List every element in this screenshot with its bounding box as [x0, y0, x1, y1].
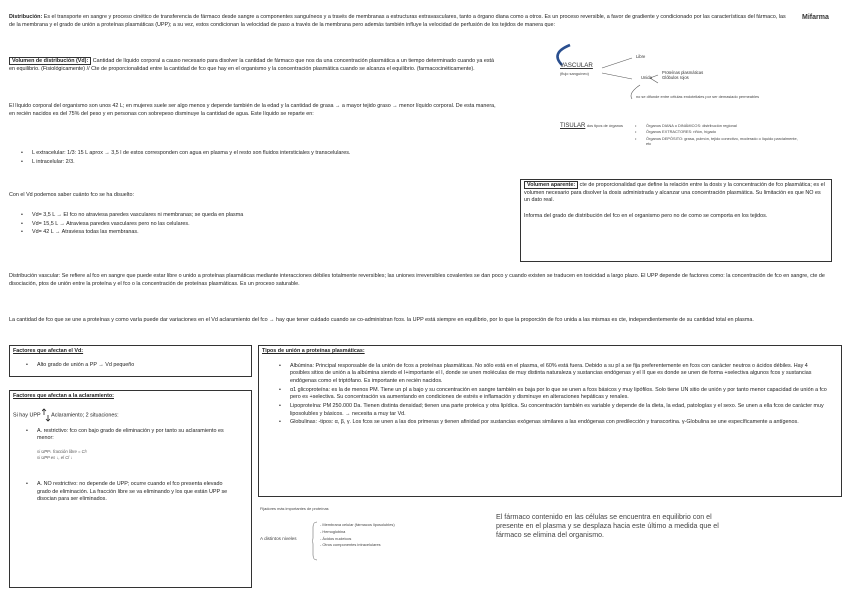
factores-vd-box	[9, 345, 252, 377]
tisular-title: TISULAR	[560, 123, 586, 129]
factores-vd-item: • Alto grado de unión a PP → Vd pequeño	[23, 362, 248, 370]
vascular-title: VASCULAR	[560, 62, 593, 69]
equilibrium-quote: El fármaco contenido en las células se encuentra en equilibrio con el presente en el plasma y se desplaza hacia este último a medida que el fármaco se elimina del organismo.	[496, 513, 719, 539]
tipos-union-item: • α1 glicoproteína: es la de menos PM. Tiene un pI a bajo y su concentración en sangre también es baja por lo que se unen a fcos básicos y muy lipófilos. Solo tiene UN sitio de unión y por tanto menor capacidad de unión a fco pero es +selectiva. Su concentración va aumentando en condiciones de estrés e inflamación y disminuye en alteraciones hepáticas y renales.	[276, 387, 828, 402]
libre-label: Libre	[636, 54, 646, 59]
aclaramiento-no-restrictivo: • A. NO restrictivo: no depende de UPP; ocurre cuando el fco presenta elevado grado de eliminación. La fracción libre se va eliminando y los que están UPP se disocian para ser eliminados.	[23, 481, 228, 504]
dist-vascular-paragraph: Distribución vascular: Se refiere al fco en sangre que puede estar libre o unido a proteínas plasmáticas mediante interacciones débiles totalmente reversibles; las uniones irreversibles covalentes se dan poco y cuando existen se traducen en toxicidad a largo plazo. El UPP depende de factores como: la concentración de fco en sangre, cte de disociación, ptos de unión entre la proteína y el fco o la concentración de proteínas plasmáticas. Es un proceso saturable.	[9, 273, 825, 287]
vascular-label	[560, 62, 593, 76]
aclaramiento-restrictivo	[23, 428, 228, 461]
aclaramiento-list	[13, 428, 228, 504]
compartment-item: • L intracelular: 2/3.	[18, 159, 488, 167]
volumen-aparente-definition	[524, 182, 828, 205]
fijador-item: - Otros componentes intracelulares	[320, 542, 381, 548]
arrow-up-down-icon	[42, 411, 50, 419]
organ-item: • Órganos DEPÓSITO: grasa, pulmón, tejido conectivo, moderado o líquido parcialmente, etc	[632, 136, 802, 147]
protein-carriers	[662, 70, 703, 81]
fijadores-header: Fijadores más importantes de proteínas	[260, 506, 329, 511]
vd-paragraph-3: Con el Vd podemos saber cuánto fco se ha disuelto:	[9, 192, 134, 198]
distribution-diagram-lines	[540, 35, 660, 135]
fijador-item: - Ácidos nucleicos	[320, 535, 352, 541]
vd-text: Cantidad de líquido corporal a causo necesario para disolver la cantidad de fármaco que nos da una concentración plasmática a un tiempo determinado cuando ya está en equilibrio. (Fisiológicamente) // Cte de proporcionalidad entre la cantidad de fco que hay en el organismo y la concentración plasmática cuando se alcanza el equilibrio. (farmacocinéticamente).	[9, 58, 495, 72]
unida-label: Unida	[641, 75, 652, 80]
fijadores-label: A distintos niveles	[260, 536, 297, 541]
tipos-union-item: • Albúmina: Principal responsable de la unión de fcos a proteínas plasmáticas. No sólo está en el plasma, el 60% está fuera. Debido a su pI a se fija preferentemente en fcos con carácter neutros o ácidos débiles. Hay 4 posibles sitios de unión a la albúmina siendo el I+importante el I, donde se unen moléculas de muy distinta naturaleza y sustancias endógenas y el II que es donde se unen de forma +selectiva algunos fcos y sustancias endógenas como el triptófano. Es importante en recién nacidos.	[276, 363, 828, 386]
tipos-union-title: Tipos de unión a proteínas plasmáticas:	[262, 348, 365, 354]
tipos-union-item: • Globulinas: -tipos: α, β, γ. Los fcos se unen a las dos primeras y tienen afinidad por sustancias exógenas similares a las endógenas con predilección y transcortina. γ-Globulina se une específicamente a antígenos.	[276, 419, 828, 427]
endothelium-note: no se difunde entre células endoteliales por ser demasiado permeables	[636, 94, 760, 99]
dist-vascular-paragraph-2: La cantidad de fco que se une a proteínas y como varía puede dar variaciones en el Vd aclaramiento del fco → hay que tener cuidado cuando se co-administran fcos. la UPP está siempre en equilibrio, por lo que la proporción de fco unida a las mismas es cte, independientemente de su cantidad total en plasma.	[9, 317, 754, 323]
vd-case-item: • Vd= 42 L → Atraviesa todas las membranas.	[18, 229, 488, 237]
vd-case-item: • Vd= 15,5 L → Atraviesa paredes vasculares pero no las celulares.	[18, 221, 488, 229]
vd-case-item: • Vd= 3,5 L → El fco no atraviesa paredes vasculares ni membranas; se queda en plasma	[18, 212, 488, 220]
brand-logo: Mifarma	[802, 14, 829, 21]
fijador-item: - Hemoglobina	[320, 528, 346, 534]
vd-term: Volumen de distribución (Vd):	[9, 57, 91, 65]
intro-text: Es el transporte en sangre y proceso cinético de transferencia de fármaco desde sangre a componentes sanguíneos y a través de membranas a estructuras extravasculares, tanto a órgano diana como a otros. Es un proceso reversible, a favor de gradiente y condicionado por las características del fármaco, las de la membrana y el grado de unión a proteínas plasmáticas (UPP); a su vez, estos condicionan la velocidad de paso a través de la membrana pero además también influye la velocidad de perfusión de los tejidos de manera que:	[9, 14, 786, 28]
tisular-subtitle: dos tipos de órganos	[586, 123, 623, 128]
aclaramiento-intro	[13, 411, 248, 420]
vd-definition	[9, 58, 501, 73]
volumen-aparente-text: cte de proporcionalidad que define la relación entre la dosis y la concentración de fco plasmática; es el volumen necesario para disolver la dosis administrada y alcanzar una concentración plasmática. Su limitación es que NO es un dato real.	[524, 182, 825, 204]
handwritten-note: si UPP↓ fracción libre = Cl↑	[37, 449, 88, 455]
vd-paragraph-2: El líquido corporal del organismo son unos 42 L; en mujeres suele ser algo menos y depende también de la edad y la cantidad de grasa → a mayor tejido graso → menor líquido corporal. De esta manera, en recién nacidos es del 75% del peso y en personas con sobrepeso disminuye la cantidad de agua. Este líquido se reparte en:	[9, 103, 496, 117]
vascular-subtitle: (flujo sanguíneo)	[560, 70, 589, 76]
organ-list	[632, 122, 802, 147]
fijadores-list	[320, 522, 395, 549]
factores-aclaramiento-title: Factores que afectan a la aclaramiento:	[13, 393, 114, 399]
volumen-aparente-term: Volumen aparente:	[524, 181, 578, 189]
tisular-block	[560, 122, 623, 131]
tipos-union-box	[258, 345, 842, 497]
intro-paragraph	[9, 14, 789, 29]
aclaramiento-restrictivo-text: A. restrictivo: fco con bajo grado de eliminación y por tanto su aclaramiento es menor:	[37, 427, 224, 442]
tipos-union-list	[262, 363, 828, 427]
volumen-aparente-box	[520, 179, 832, 262]
aclaramiento-intro-b: Aclaramiento; 2 situaciones:	[51, 412, 119, 419]
protein-carrier-item: Glóbulos rojos	[662, 75, 689, 81]
intro-term: Distribución:	[9, 14, 43, 20]
fijador-item: - Membrana celular (fármacos liposolubles)	[320, 522, 395, 527]
compartment-list	[18, 149, 488, 167]
aclaramiento-intro-a: Si hay UPP	[13, 412, 41, 419]
organ-item: • Órganos DIANA o DINÁMICOS: distribución regional	[632, 123, 802, 128]
handwritten-note: si UPP es ↓, el Cl ↓	[37, 455, 73, 461]
tipos-union-item: • Lipoproteína: PM 250.000 Da. Tienen distinta densidad; tienen una parte proteica y otra lipídica. Su concentración también es variable y depende de la dieta, la edad, patologías y el sexo. Se unen a ella fcos de carácter muy liposolubles y básicos. → necesita a muy tar Vd.	[276, 403, 828, 418]
bracket-icon	[312, 521, 318, 561]
vd-case-list	[18, 211, 488, 238]
factores-vd-title: Factores que afectan el Vd:	[13, 348, 84, 354]
protein-carrier-item: Proteínas plasmáticas	[662, 70, 704, 75]
compartment-item: • L extracelular: 1/3: 15 L aprox → 3,5 l de estos corresponden con agua en plasma y el resto son fluidos intersticiales y transcelulares.	[18, 150, 488, 158]
organ-item: • Órganos EXTRACTORES: riñón, hígado	[632, 129, 802, 134]
volumen-aparente-note: Informa del grado de distribución del fco en el organismo pero no de como se comporta en los tejidos.	[524, 213, 768, 220]
factores-aclaramiento-box	[9, 390, 252, 588]
factores-vd-list	[13, 362, 248, 370]
